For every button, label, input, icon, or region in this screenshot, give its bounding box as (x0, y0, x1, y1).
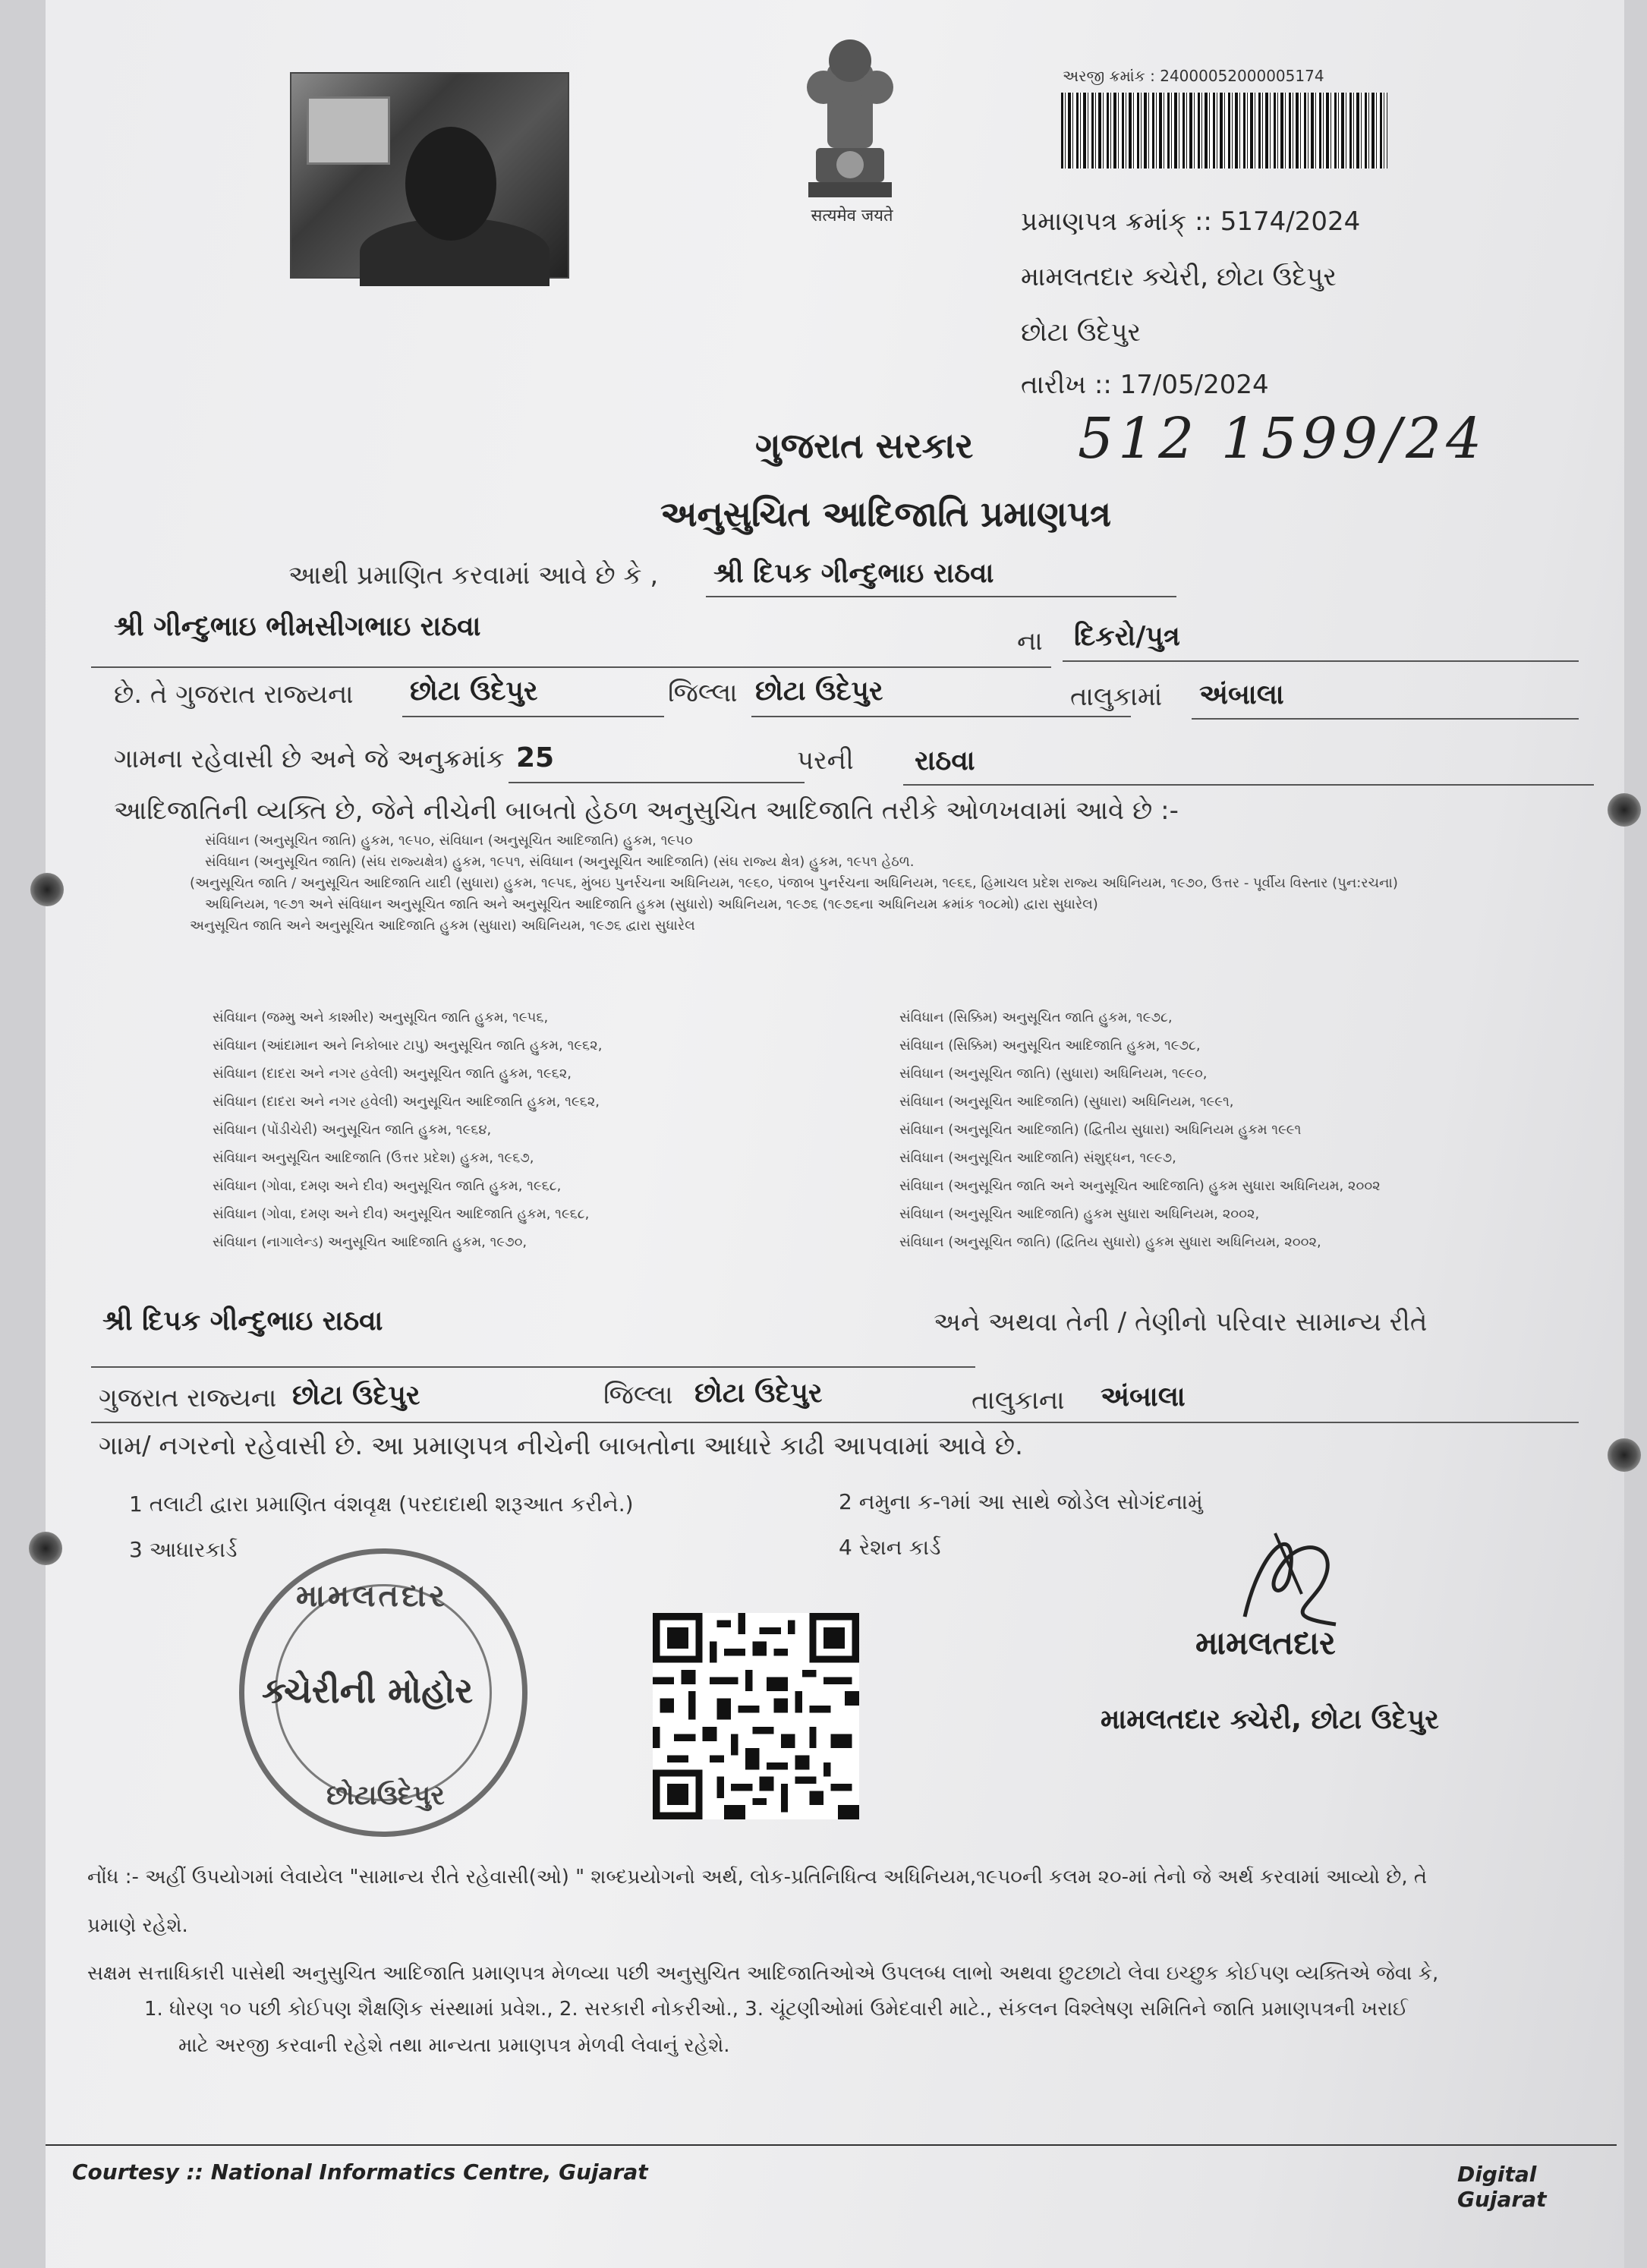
punch-hole-icon (29, 1532, 62, 1565)
orders-left-list: સંવિધાન (જમ્મુ અને કાશ્મીર) અનુસૂચિત જાતિ હુકમ, ૧૯૫૬, સંવિધાન (આંદામાન અને નિકોબાર ટાપુ) અનુસૂચિત જાતિ હુકમ, ૧૯૬૨, સંવિધાન (દાદરા અને નગર હવેલી) અનુસૂચિત જાતિ હુકમ, ૧૯૬૨, સંવિધાન (દાદરા અને નગર હવેલી) અનુસૂચિત આદિજાતિ હુકમ, ૧૯૬૨, સંવિધાન (પોંડીચેરી) અનુસૂચિત જાતિ હુકમ, ૧૯૬૪, સંવિધાન અનુસૂચિત આદિજાતિ (ઉત્તર પ્રદેશ) હુકમ, ૧૯૬૭, સંવિધાન (ગોવા, દમણ અને દીવ) અનુસૂચિત જાતિ હુકમ, ૧૯૬૮, સંવિધાન (ગોવા, દમણ અને દીવ) અનુસૂચિત આદિજાતિ હુકમ, ૧૯૬૮, સંવિધાન (નાગાલેન્ડ) અનુસૂચિત આદિજાતિ હુકમ, ૧૯૭૦, (213, 1010, 603, 1250)
orders-right-list: સંવિધાન (સિક્કિમ) અનુસૂચિત જાતિ હુકમ, ૧૯૭૮, સંવિધાન (સિક્કિમ) અનુસૂચિત આદિજાતિ હુકમ, ૧૯૭૮, સંવિધાન (અનુસૂચિત જાતિ) (સુધારા) અધિનિયમ, ૧૯૯૦, સંવિધાન (અનુસૂચિત આદિજાતિ) (સુધારા) અધિનિયમ, ૧૯૯૧, સંવિધાન (અનુસૂચિત આદિજાતિ) (દ્વિતીય સુધારા) અધિનિયમ હુકમ ૧૯૯૧ સંવિધાન (અનુસૂચિત આદિજાતિ) સંશુદ્ધન, ૧૯૯૭, સંવિધાન (અનુસૂચિત જાતિ અને અનુસૂચિત આદિજાતિ) હુકમ સુધારા અધિનિયમ, ૨૦૦૨ સંવિધાન (અનુસૂચિત આદિજાતિ) હુકમ સુધારા અધિનિયમ, ૨૦૦૨, સંવિધાન (અનુસૂચિત જાતિ) (દ્વિતિય સુધારો) હુકમ સુધારા અધિનિયમ, ૨૦૦૨, (899, 1010, 1381, 1250)
orders-paragraph: સંવિધાન (અનુસૂચિત જાતિ) હુકમ, ૧૯૫૦, સંવિધાન (અનુસૂચિત આદિજાતિ) હુકમ, ૧૯૫૦ સંવિધાન (અનુસૂચિત જાતિ) (સંઘ રાજ્યક્ષેત્ર) હુકમ, ૧૯૫૧, સંવિધાન (અનુસૂચિત આદિજાતિ) (સંઘ રાજ્ય ક્ષેત્ર) હુકમ, ૧૯૫૧ હેઠળ. (અનુસૂચિત જાતિ / અનુસૂચિત આદિજાતિ યાદી (સુધારા) હુકમ, ૧૯૫૬, મુંબઇ પુનર્રચના અધિનિયમ, ૧૯૬૦, પંજાબ પુનર્રચના અધિનિયમ, ૧૯૬૬, હિમાચલ પ્રદેશ રાજ્ય અધિનિયમ, ૧૯૭૦, ઉત્તર - પૂર્વીય વિસ્તાર (પુન:રચના) અધિનિયમ, ૧૯૭૧ અને સંવિધાન અનુસૂચિત જાતિ અને અનુસૂચિત આદિજાતિ હુકમ (સુધારો) અધિનિયમ, ૧૯૭૬ (૧૯૭૬ના અધિનિયમ ક્રમાંક ૧૦૮મો) દ્વારા સુધારેલ) અનુસૂચિત જાતિ અને અનુસૂચિત આદિજાતિ હુકમ (સુધારા) અધિનિયમ, ૧૯૭૬ દ્વારા સુધારેલ (190, 833, 1398, 934)
tribe-name: રાઠવા (915, 745, 975, 776)
seal-text-middle: ક્ચેરીની મોહોર (262, 1670, 474, 1711)
barcode (1061, 93, 1387, 169)
courtesy-footer: Courtesy :: National Informatics Centre, Gujarat (72, 2159, 648, 2185)
district-label: જિલ્લા (668, 678, 738, 708)
signatory-office: મામલતદાર ક્ચેરી, છોટા ઉદેપુર (1101, 1704, 1439, 1735)
note-1b: પ્રમાણે રહેશે. (87, 1914, 188, 1937)
attestation-label: આથી પ્રમાણિત કરવામાં આવે છે કે , (288, 560, 659, 591)
residence-district-label: જિલ્લા (603, 1380, 673, 1410)
government-name: ગુજરાત સરકાર (755, 425, 974, 466)
basis-text: ગામ/ નગરનો રહેવાસી છે. આ પ્રમાણપત્ર નીચેની બાબતોના આધારે કાઢી આપવામાં આવે છે. (99, 1431, 1023, 1461)
document-4: 4 રેશન કાર્ડ (839, 1535, 941, 1560)
residence-state-label: ગુજરાત રાજ્યના (99, 1383, 277, 1413)
punch-hole-icon (1608, 1438, 1641, 1472)
residence-place: છોટા ઉદેપુર (292, 1380, 420, 1411)
residence-taluka-label: તાલુકાના (972, 1385, 1065, 1416)
certificate-sheet (46, 0, 1624, 2268)
seal-text-top: મામલતદાર (296, 1579, 448, 1614)
emblem-caption: सत्यमेव जयते (811, 206, 893, 225)
note-2: સક્ષમ સત્તાધિકારી પાસેથી અનુસુચિત આદિજાતિ પ્રમાણપત્ર મેળવ્યા પછી અનુસુચિત આદિજાતિઓએ ઉપલબ્ધ લાભો અથવા છુટછાટો લેવા ઇચ્છુક કોઈપણ વ્યક્તિએ જેવા કે, (87, 1962, 1439, 1985)
serial-value: 24000052000005174 (1160, 67, 1324, 85)
handwritten-register-number: 512 1599/24 (1078, 406, 1487, 471)
issuing-place: છોટા ઉદેપુર (1021, 317, 1142, 348)
note-3b: માટે અરજી કરવાની રહેશે તથા માન્યતા પ્રમાણપત્ર મેળવી લેવાનું રહેશે. (178, 2034, 730, 2057)
par-label: પરની (797, 745, 854, 776)
residence-taluka: અંબાલા (1101, 1381, 1186, 1413)
national-emblem-icon (793, 34, 907, 205)
district: છોટા ઉદેપુર (755, 676, 883, 707)
issuing-office: મામલતદાર ક્ચેરી, છોટા ઉદેપુર (1021, 262, 1337, 292)
certificate-title: અનુસુચિત આદિજાતિ પ્રમાણપત્ર (660, 493, 1112, 534)
family-text: અને અથવા તેની / તેણીનો પરિવાર સામાન્ય રીતે (934, 1307, 1428, 1337)
seal-text-bottom: છોટાઉદેપુર (326, 1780, 445, 1811)
qr-code-icon (653, 1613, 859, 1819)
punch-hole-icon (1608, 793, 1641, 827)
tribe-serial-number: 25 (516, 742, 555, 773)
holder-name: શ્રી દિપક ગીન્દુભાઇ રાઠવા (713, 558, 994, 589)
document-2: 2 નમુના ક-૧માં આ સાથે જોડેલ સોગંદનામું (839, 1489, 1203, 1514)
place: છોટા ઉદેપુર (410, 676, 538, 707)
signatory-title: મામલતદાર (1195, 1624, 1336, 1662)
issue-date: તારીખ :: 17/05/2024 (1021, 370, 1269, 400)
signature-image (1230, 1503, 1366, 1640)
serial-label-text: ગામના રહેવાસી છે અને જે અનુક્રમાંક (114, 744, 505, 774)
taluka-label: તાલુકામાં (1070, 682, 1163, 712)
digital-gujarat-footer: Digital Gujarat (1457, 2162, 1547, 2212)
relation: દિકરો/પુત્ર (1074, 621, 1180, 652)
state-label: છે. તે ગુજરાત રાજ્યના (114, 679, 354, 710)
applicant-photo (290, 72, 569, 279)
serial-label: અરજી ક્રમાંક : (1063, 67, 1155, 85)
document-1: 1 તલાટી દ્વારા પ્રમાણિત વંશવૃક્ષ (પરદાદાથી શરૂઆત કરીને.) (129, 1492, 634, 1517)
residence-district: છોટા ઉદેપુર (694, 1378, 823, 1409)
punch-hole-icon (30, 873, 64, 906)
recognition-text: આદિજાતિની વ્યક્તિ છે, જેને નીચેની બાબતો હેઠળ અનુસુચિત આદિજાતિ તરીકે ઓળખવામાં આવે છે :- (114, 795, 1179, 826)
certificate-number: પ્રમાણપત્ર ક્રમાંક્ :: 5174/2024 (1021, 206, 1361, 237)
relation-connector: ના (1017, 626, 1043, 657)
father-name: શ્રી ગીન્દુભાઇ ભીમસીગભાઇ રાઠવા (114, 611, 481, 642)
application-serial (1063, 67, 1324, 85)
note-3a: 1. ધોરણ ૧૦ પછી કોઈપણ શૈક્ષણિક સંસ્થામાં પ્રવેશ., 2. સરકારી નોકરીઓ., 3. ચૂંટણીઓમાં ઉમેદવારી માટે., સંકલન વિશ્લેષણ સમિતિને જાતિ પ્રમાણપત્રની ખરાઈ (144, 1998, 1408, 2021)
document-3: 3 આધારકાર્ડ (129, 1537, 238, 1562)
residence-holder-name: શ્રી દિપક ગીન્દુભાઇ રાઠવા (102, 1306, 383, 1337)
note-1a: નોંધ :- અહીં ઉપયોગમાં લેવાયેલ "સામાન્ય રીતે રહેવાસી(ઓ) " શબ્દપ્રયોગનો અર્થ, લોક-પ્રતિનિધિત્વ અધિનિયમ,૧૯૫૦ની કલમ ૨૦-માં તેનો જે અર્થ કરવામાં આવ્યો છે, તે (87, 1866, 1428, 1888)
taluka: અંબાલા (1199, 679, 1284, 710)
